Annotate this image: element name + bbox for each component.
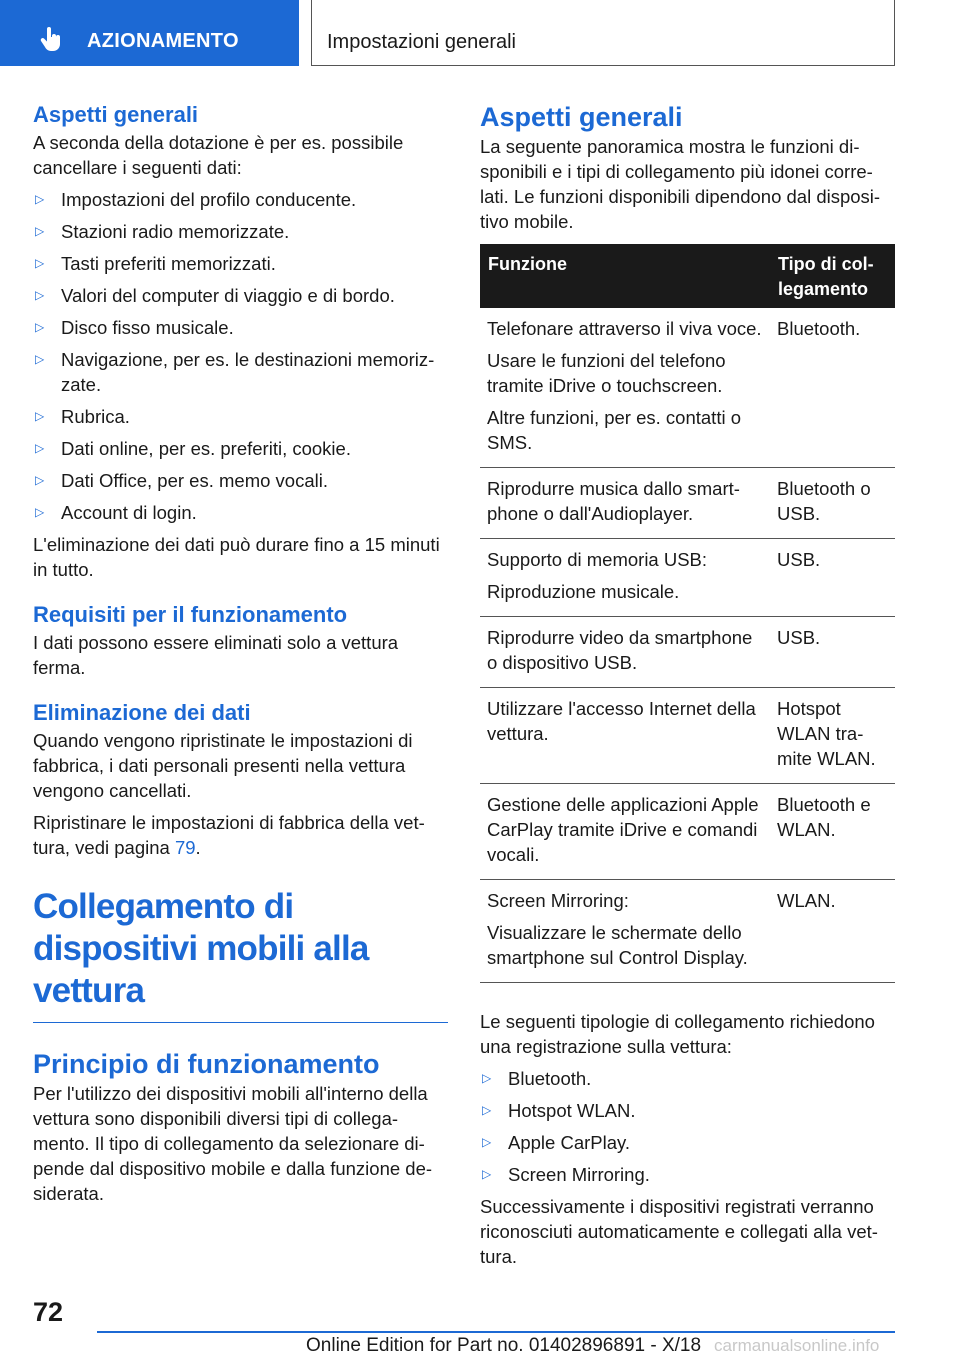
triangle-bullet-icon: ▷ — [35, 224, 45, 238]
function-cell: Supporto di memoria USB: Riproduzione musicale. — [480, 539, 770, 617]
connection-cell: Bluetooth o USB. — [770, 468, 895, 539]
page-number: 72 — [33, 1297, 64, 1327]
function-cell: Gestione delle applicazioni Apple CarPlay tramite iDrive e comandi vocali. — [480, 784, 770, 880]
table-row — [480, 308, 895, 468]
paragraph-eliminazione-1: Quando vengono ripristinate le impostazioni di fabbrica, i dati personali presenti nella vettura vengono cancellati. — [33, 730, 413, 801]
heading-eliminazione: Eliminazione dei dati — [33, 700, 251, 725]
connection-cell: Hotspot WLAN tramite WLAN. — [770, 688, 895, 784]
list-item: ▷ Apple CarPlay. — [482, 1132, 631, 1153]
paragraph-principio: Per l'utilizzo dei dispositivi mobili all'interno della vettura sono disponibili diversi tipi di collegamento. Il tipo di collegamento da selezionare dipende dal dispositivo mobile e dalla funzione desiderata. — [33, 1083, 433, 1204]
chapter-heading: Collegamento di dispositivi mobili alla vettura — [33, 886, 448, 1023]
table-row — [480, 688, 895, 784]
triangle-bullet-icon: ▷ — [35, 441, 45, 455]
triangle-bullet-icon: ▷ — [482, 1071, 492, 1085]
connection-cell: WLAN. — [770, 880, 895, 983]
triangle-bullet-icon: ▷ — [35, 320, 45, 334]
paragraph-requisiti: I dati possono essere eliminati solo a vettura ferma. — [33, 632, 399, 678]
list-item: ▷ Impostazioni del profilo conducente. — [35, 189, 357, 210]
function-cell: Screen Mirroring: Visualizzare le schermate dello smartphone sul Control Display. — [480, 880, 770, 983]
table-row — [480, 617, 895, 688]
deletable-data-list — [33, 187, 448, 525]
footer-divider — [97, 1331, 895, 1333]
right-column — [480, 100, 895, 1269]
chapter-tab[interactable] — [0, 0, 299, 66]
list-item: ▷ Disco fisso musicale. — [35, 317, 234, 338]
triangle-bullet-icon: ▷ — [35, 288, 45, 302]
chapter-label: AZIONAMENTO — [87, 30, 239, 52]
function-cell: Utilizzare l'accesso Internet della vettura. — [480, 688, 770, 784]
triangle-bullet-icon: ▷ — [35, 256, 45, 270]
heading-aspetti-generali-right: Aspetti generali — [480, 102, 683, 132]
paragraph-eliminazione-2: Ripristinare le impostazioni di fabbrica della vettura, vedi pagina 79. — [33, 812, 425, 858]
triangle-bullet-icon: ▷ — [482, 1135, 492, 1149]
paragraph-durata: L'eliminazione dei dati può durare fino a 15 minuti in tutto. — [33, 534, 440, 580]
function-cell: Riprodurre musica dallo smartphone o dall'Audioplayer. — [480, 468, 770, 539]
heading-principio: Principio di funzionamento — [33, 1049, 380, 1079]
table-header-row — [480, 244, 895, 308]
connection-cell: Bluetooth e WLAN. — [770, 784, 895, 880]
column-header-tipo: Tipo di collegamento — [770, 244, 895, 308]
table-row — [480, 784, 895, 880]
list-item: ▷ Dati online, per es. preferiti, cookie. — [35, 438, 351, 459]
watermark: carmanualsonline.info — [714, 1336, 880, 1355]
connection-cell: Bluetooth. — [770, 308, 895, 468]
left-column — [33, 100, 448, 1206]
triangle-bullet-icon: ▷ — [482, 1167, 492, 1181]
column-header-funzione: Funzione — [480, 244, 770, 308]
paragraph-intro: La seguente panoramica mostra le funzioni disponibili e i tipi di collegamento più idonei correlati. Le funzioni disponibili dipendono dal dispositivo mobile. — [480, 136, 881, 232]
edition-note: Online Edition for Part no. 01402896891 - X/18 — [306, 1335, 702, 1356]
table-row — [480, 468, 895, 539]
list-item: ▷ Rubrica. — [35, 406, 130, 427]
list-item: ▷ Screen Mirroring. — [482, 1164, 650, 1185]
list-item: ▷ Hotspot WLAN. — [482, 1100, 636, 1121]
function-cell: Telefonare attraverso il viva voce. Usare le funzioni del telefono tramite iDrive o touchscreen. Altre funzioni, per es. contatti o SMS. — [480, 308, 770, 468]
triangle-bullet-icon: ▷ — [35, 352, 45, 366]
section-title: Impostazioni generali — [327, 31, 516, 53]
paragraph-aspetti: A seconda della dotazione è per es. possibile cancellare i seguenti dati: — [33, 132, 404, 178]
function-cell: Riprodurre video da smartphone o dispositivo USB. — [480, 617, 770, 688]
hand-pointer-icon — [38, 26, 64, 52]
list-item: ▷ Stazioni radio memorizzate. — [35, 221, 290, 242]
table-row — [480, 880, 895, 983]
registration-list — [480, 1066, 895, 1187]
paragraph-final: Successivamente i dispositivi registrati verranno riconosciuti automaticamente e collegati alla vettura. — [480, 1196, 878, 1267]
list-item: ▷ Navigazione, per es. le destinazioni memorizzate. — [35, 349, 435, 395]
section-header — [311, 0, 895, 66]
list-item: ▷ Valori del computer di viaggio e di bordo. — [35, 285, 395, 306]
list-item: ▷ Tasti preferiti memorizzati. — [35, 253, 276, 274]
connection-cell: USB. — [770, 539, 895, 617]
heading-aspetti-generali: Aspetti generali — [33, 102, 199, 127]
connection-types-table — [480, 244, 895, 983]
triangle-bullet-icon: ▷ — [35, 192, 45, 206]
triangle-bullet-icon: ▷ — [482, 1103, 492, 1117]
page-reference-link[interactable]: 79 — [174, 837, 196, 858]
connection-cell: USB. — [770, 617, 895, 688]
list-item: ▷ Account di login. — [35, 502, 197, 523]
triangle-bullet-icon: ▷ — [35, 409, 45, 423]
list-item: ▷ Dati Office, per es. memo vocali. — [35, 470, 328, 491]
table-row — [480, 539, 895, 617]
heading-requisiti: Requisiti per il funzionamento — [33, 602, 348, 627]
paragraph-registrazione: Le seguenti tipologie di collegamento richiedono una registrazione sulla vettura: — [480, 1011, 875, 1057]
list-item: ▷ Bluetooth. — [482, 1068, 592, 1089]
triangle-bullet-icon: ▷ — [35, 473, 45, 487]
triangle-bullet-icon: ▷ — [35, 505, 45, 519]
